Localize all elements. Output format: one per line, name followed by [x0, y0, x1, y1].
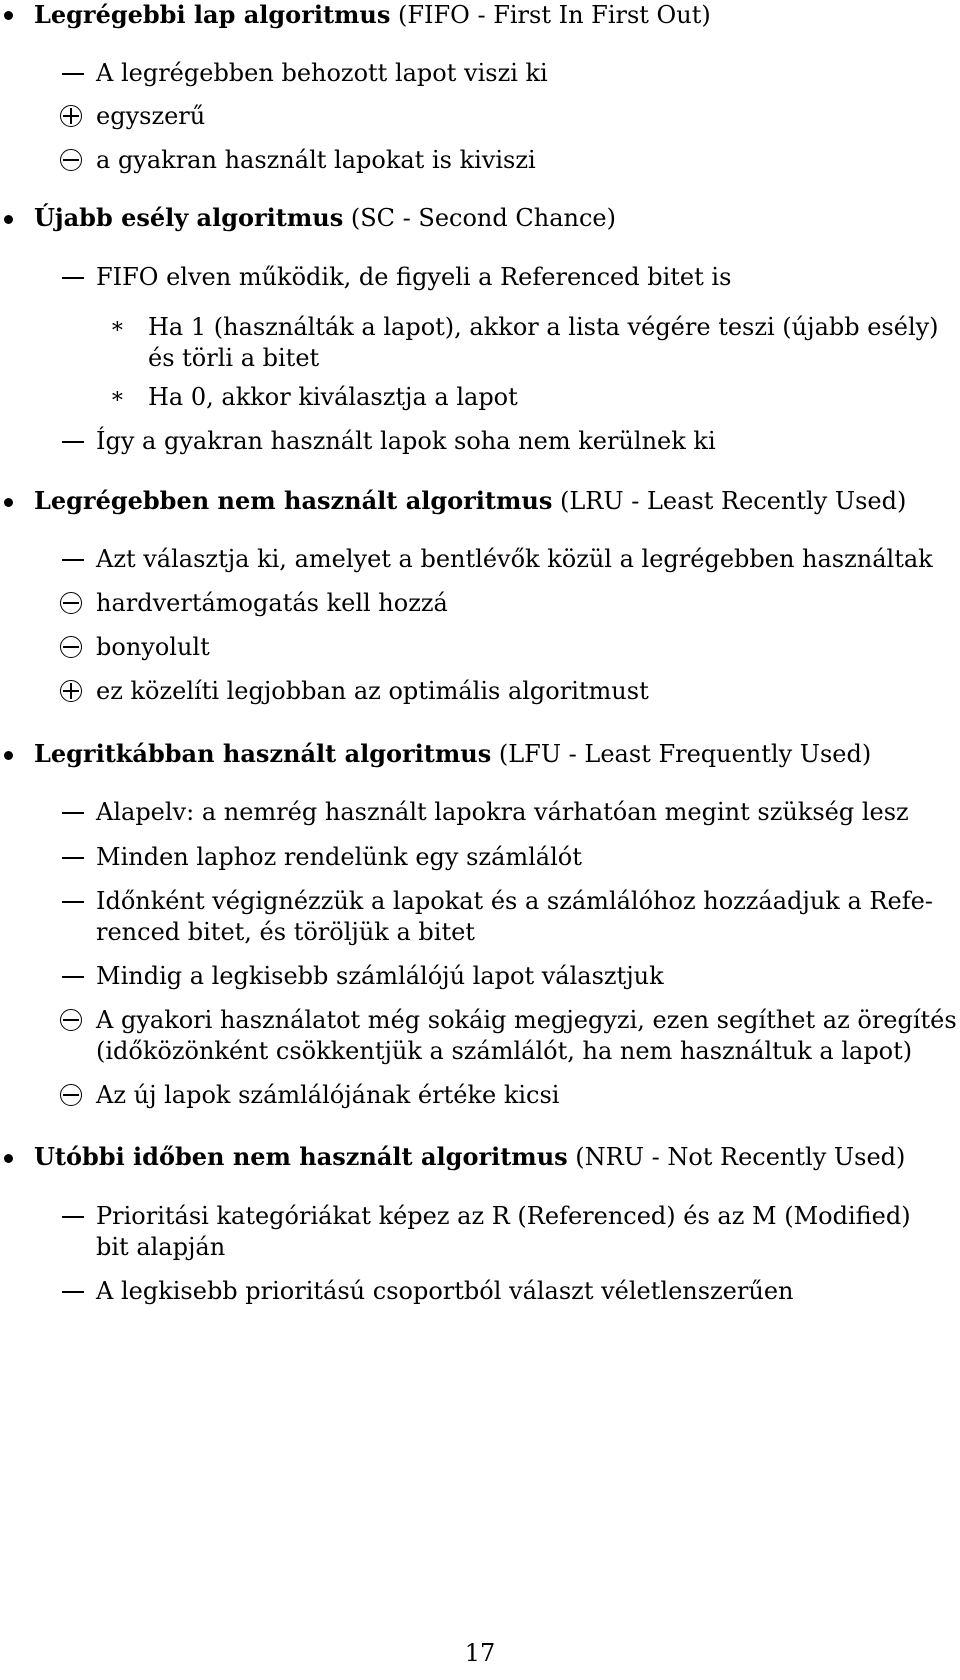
- list-item: egyszerű: [96, 102, 206, 130]
- list-item: a gyakran használt lapokat is kiviszi: [96, 146, 536, 174]
- section-title: [34, 0, 711, 30]
- dash-marker: [62, 857, 84, 859]
- section-title: [34, 203, 616, 233]
- list-item: hardvertámogatás kell hozzá: [96, 589, 448, 617]
- list-item: FIFO elven működik, de figyeli a Referenced bitet is: [96, 263, 732, 291]
- list-item: Prioritási kategóriákat képez az R (Referenced) és az M (Modified): [96, 1202, 911, 1230]
- section-title-rest: (NRU - Not Recently Used): [567, 1143, 906, 1171]
- section-title-rest: (FIFO - First In First Out): [390, 1, 711, 29]
- list-item-continuation: bit alapján: [96, 1233, 226, 1261]
- section-title-bold: Legritkábban használt algoritmus: [34, 739, 492, 768]
- section-title-bold: Legrégebben nem használt algoritmus: [34, 486, 553, 515]
- list-item: Azt választja ki, amelyet a bentlévők közül a legrégebben használtak: [96, 545, 933, 573]
- bullet-dot: [4, 11, 13, 20]
- list-item: Minden laphoz rendelünk egy számlálót: [96, 843, 582, 871]
- list-item: Így a gyakran használt lapok soha nem kerülnek ki: [96, 427, 716, 455]
- list-item: ez közelíti legjobban az optimális algoritmust: [96, 677, 649, 705]
- list-item: A gyakori használatot még sokáig megjegyzi, ezen segíthet az öregítés: [96, 1006, 957, 1034]
- list-item: Ha 0, akkor kiválasztja a lapot: [148, 383, 518, 411]
- bullet-dot: [4, 498, 13, 507]
- bullet-dot: [4, 751, 13, 760]
- section-title: [34, 1142, 905, 1172]
- minus-circle-icon: [60, 1084, 82, 1106]
- dash-marker: [62, 1291, 84, 1293]
- list-item: bonyolult: [96, 633, 210, 661]
- list-item: Mindig a legkisebb számlálójú lapot választjuk: [96, 962, 664, 990]
- list-item: Ha 1 (használták a lapot), akkor a lista végére teszi (újabb esély): [148, 313, 939, 341]
- list-item: A legrégebben behozott lapot viszi ki: [96, 59, 548, 87]
- minus-circle-icon: [60, 592, 82, 614]
- section-title-rest: (LRU - Least Recently Used): [552, 487, 907, 515]
- asterisk-icon: ∗: [110, 314, 125, 339]
- list-item: A legkisebb prioritású csoportból választ véletlenszerűen: [96, 1277, 794, 1305]
- section-title: [34, 739, 871, 769]
- minus-circle-icon: [60, 149, 82, 171]
- dash-marker: [62, 812, 84, 814]
- dash-marker: [62, 1216, 84, 1218]
- dash-marker: [62, 441, 84, 443]
- section-title: [34, 486, 906, 516]
- minus-circle-icon: [60, 636, 82, 658]
- section-title-rest: (LFU - Least Frequently Used): [491, 740, 872, 768]
- plus-circle-icon: [60, 680, 82, 702]
- dash-marker: [62, 901, 84, 903]
- page-number: 17: [464, 1639, 496, 1667]
- section-title-bold: Utóbbi időben nem használt algoritmus: [34, 1142, 568, 1171]
- dash-marker: [62, 73, 84, 75]
- section-title-bold: Újabb esély algoritmus: [34, 203, 344, 232]
- asterisk-icon: ∗: [110, 384, 125, 409]
- dash-marker: [62, 976, 84, 978]
- list-item: Alapelv: a nemrég használt lapokra várhatóan megint szükség lesz: [96, 798, 909, 826]
- plus-circle-icon: [60, 105, 82, 127]
- section-title-rest: (SC - Second Chance): [343, 204, 616, 232]
- list-item-continuation: renced bitet, és töröljük a bitet: [96, 918, 475, 946]
- minus-circle-icon: [60, 1009, 82, 1031]
- list-item: Időnként végignézzük a lapokat és a számlálóhoz hozzáadjuk a Refe-: [96, 887, 933, 915]
- dash-marker: [62, 277, 84, 279]
- list-item: Az új lapok számlálójának értéke kicsi: [96, 1081, 560, 1109]
- list-item-continuation: (időközönként csökkentjük a számlálót, ha nem használtuk a lapot): [96, 1037, 913, 1065]
- bullet-dot: [4, 1154, 13, 1163]
- section-title-bold: Legrégebbi lap algoritmus: [34, 0, 391, 29]
- list-item-continuation: és törli a bitet: [148, 344, 320, 372]
- dash-marker: [62, 559, 84, 561]
- bullet-dot: [4, 215, 13, 224]
